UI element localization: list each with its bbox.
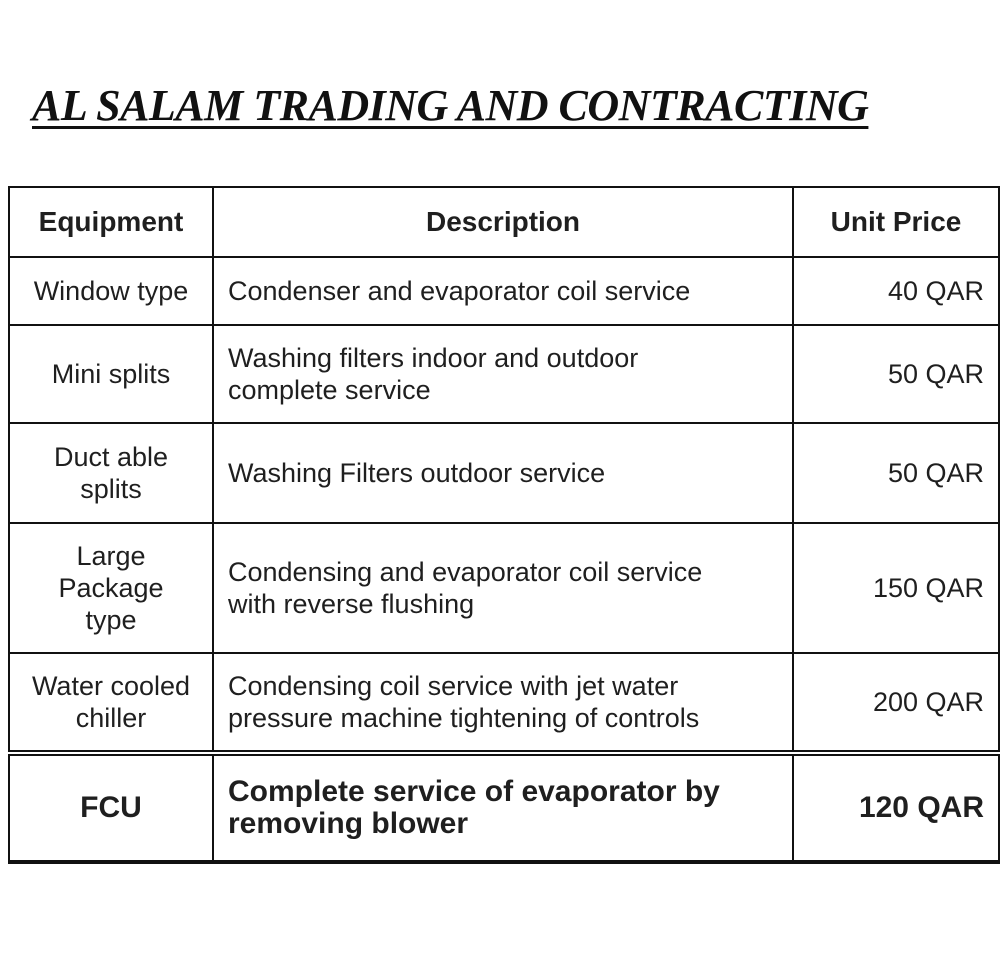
price-cell: 200 QAR (793, 653, 999, 753)
description-cell: Complete service of evaporator by removing blower (213, 753, 793, 862)
equipment-cell: Mini splits (9, 325, 213, 423)
table-row (9, 257, 999, 325)
company-title: AL SALAM TRADING AND CONTRACTING (32, 81, 869, 130)
price-cell: 50 QAR (793, 325, 999, 423)
price-cell: 150 QAR (793, 523, 999, 653)
table-row (9, 753, 999, 862)
header-description: Description (213, 187, 793, 257)
table-row (9, 653, 999, 753)
price-cell: 50 QAR (793, 423, 999, 523)
price-cell: 40 QAR (793, 257, 999, 325)
table-row (9, 523, 999, 653)
description-cell: Condenser and evaporator coil service (213, 257, 793, 325)
equipment-cell: FCU (9, 753, 213, 862)
equipment-cell: Duct able splits (9, 423, 213, 523)
table-header-row (9, 187, 999, 257)
table-row (9, 423, 999, 523)
description-cell: Washing filters indoor and outdoor complete service (213, 325, 793, 423)
description-cell: Washing Filters outdoor service (213, 423, 793, 523)
price-cell: 120 QAR (793, 753, 999, 862)
equipment-cell: Large Package type (9, 523, 213, 653)
description-cell: Condensing coil service with jet water pressure machine tightening of controls (213, 653, 793, 753)
price-table (8, 186, 1000, 864)
header-unit-price: Unit Price (793, 187, 999, 257)
equipment-cell: Water cooled chiller (9, 653, 213, 753)
description-cell: Condensing and evaporator coil service with reverse flushing (213, 523, 793, 653)
table-row (9, 325, 999, 423)
header-equipment: Equipment (9, 187, 213, 257)
equipment-cell: Window type (9, 257, 213, 325)
